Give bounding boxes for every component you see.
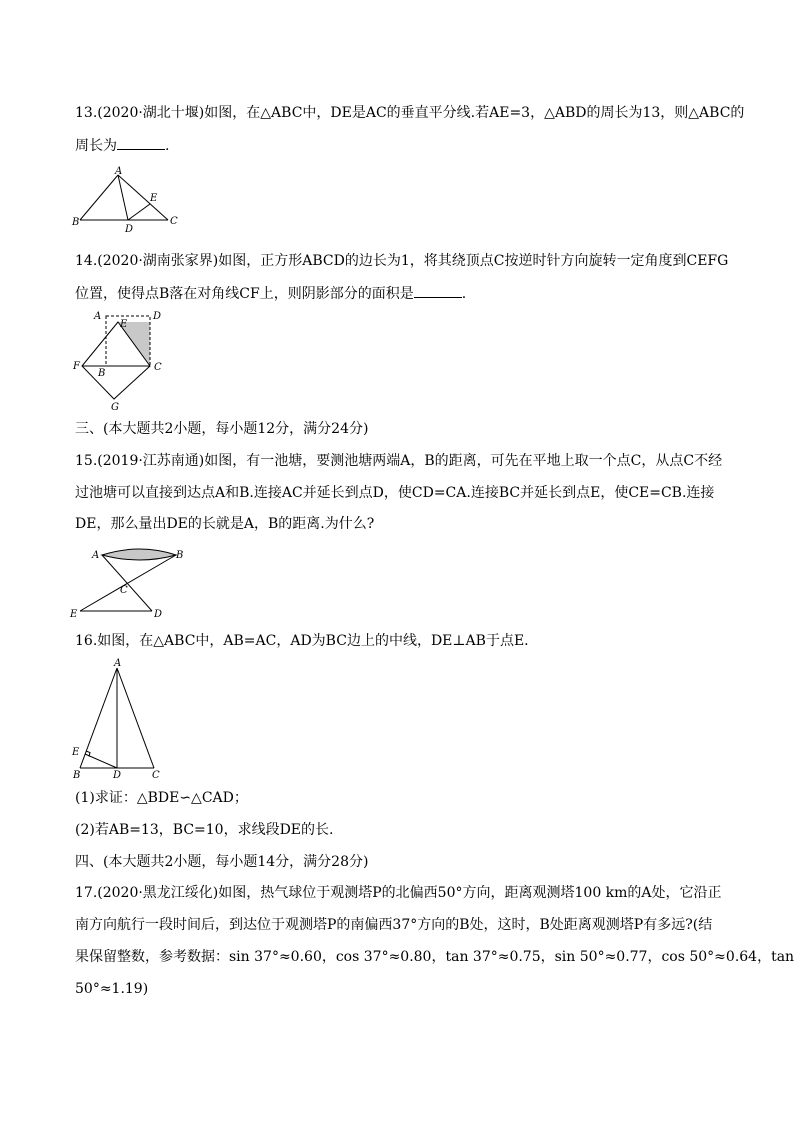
q15-line2: 过池塘可以直接到达点A和B.连接AC并延长到点D，使CD=CA.连接BC并延长到点E，使CE=CB.连接 xyxy=(75,485,715,501)
q13-label-a: A xyxy=(115,166,123,177)
q13-answer-blank xyxy=(117,135,165,150)
q16-part1: (1)求证：△BDE∽△CAD； xyxy=(75,790,248,806)
q13-label-c: C xyxy=(170,216,178,227)
q17-line4: 50°≈1.19) xyxy=(75,981,149,997)
q15-pond xyxy=(102,549,176,560)
q14-line2 xyxy=(75,283,735,304)
q14-answer-blank xyxy=(414,283,462,298)
q15-label-c: C xyxy=(120,585,128,596)
q14-label-a: A xyxy=(94,311,102,322)
q17-line3: 果保留整数，参考数据：sin 37°≈0.60，cos 37°≈0.80，tan 37°≈0.75，sin 50°≈0.77，cos 50°≈0.64，tan xyxy=(75,949,794,965)
section-4-heading: 四、(本大题共2小题，每小题14分，满分28分) xyxy=(75,854,369,870)
q15-label-a: A xyxy=(92,550,100,561)
q13-line2-suffix: . xyxy=(165,138,170,154)
q16-label-e: E xyxy=(72,747,80,758)
q17-line1: 17.(2020·黑龙江绥化)如图，热气球位于观测塔P的北偏西50°方向，距离观测塔100 km的A处，它沿正 xyxy=(75,885,722,901)
q15-label-e: E xyxy=(70,609,78,620)
q15-line3: DE，那么量出DE的长就是A，B的距离.为什么? xyxy=(75,516,375,532)
q13-line2-prefix: 周长为 xyxy=(75,138,117,154)
q13-line2 xyxy=(75,135,735,156)
q14-label-f: F xyxy=(73,361,80,372)
q14-figure xyxy=(68,308,168,413)
q16-part2: (2)若AB=13，BC=10，求线段DE的长. xyxy=(75,822,334,838)
q14-line2-suffix: . xyxy=(461,286,467,302)
q14-label-d: D xyxy=(153,311,162,322)
q13-label-e: E xyxy=(150,193,158,204)
q14-line1: 14.(2020·湖南张家界)如图，正方形ABCD的边长为1，将其绕顶点C按逆时针方向旋转一定角度到CEFG xyxy=(75,253,729,269)
q15-line1: 15.(2019·江苏南通)如图，有一池塘，要测池塘两端A，B的距离，可先在平地上取一个点C，从点C不经 xyxy=(75,453,723,469)
q16-label-a: A xyxy=(114,658,122,669)
q14-line2-prefix: 位置，使得点B落在对角线CF上，则阴影部分的面积是 xyxy=(75,286,414,302)
q14-label-c: C xyxy=(154,362,162,373)
section-3-heading: 三、(本大题共2小题，每小题12分，满分24分) xyxy=(75,421,369,437)
q16-label-d: D xyxy=(113,770,122,781)
q16-label-b: B xyxy=(73,770,81,781)
q14-label-e: E xyxy=(120,319,128,330)
q16-label-c: C xyxy=(152,770,160,781)
q15-label-d: D xyxy=(154,609,163,620)
q16-figure xyxy=(68,656,168,782)
q13-label-d: D xyxy=(125,224,134,235)
q13-figure xyxy=(70,165,185,235)
q13-label-b: B xyxy=(72,217,80,228)
q14-label-g: G xyxy=(111,402,119,413)
q13-line1: 13.(2020·湖北十堰)如图，在△ABC中，DE是AC的垂直平分线.若AE=3，△ABD的周长为13，则△ABC的 xyxy=(75,105,745,121)
q17-line2: 南方向航行一段时间后，到达位于观测塔P的南偏西37°方向的B处，这时，B处距离观测塔P有多远?(结 xyxy=(75,917,713,933)
q14-label-b: B xyxy=(98,368,106,379)
q15-label-b: B xyxy=(176,550,184,561)
q16-line1: 16.如图，在△ABC中，AB=AC，AD为BC边上的中线，DE⊥AB于点E. xyxy=(75,633,529,649)
q15-figure xyxy=(68,543,184,621)
